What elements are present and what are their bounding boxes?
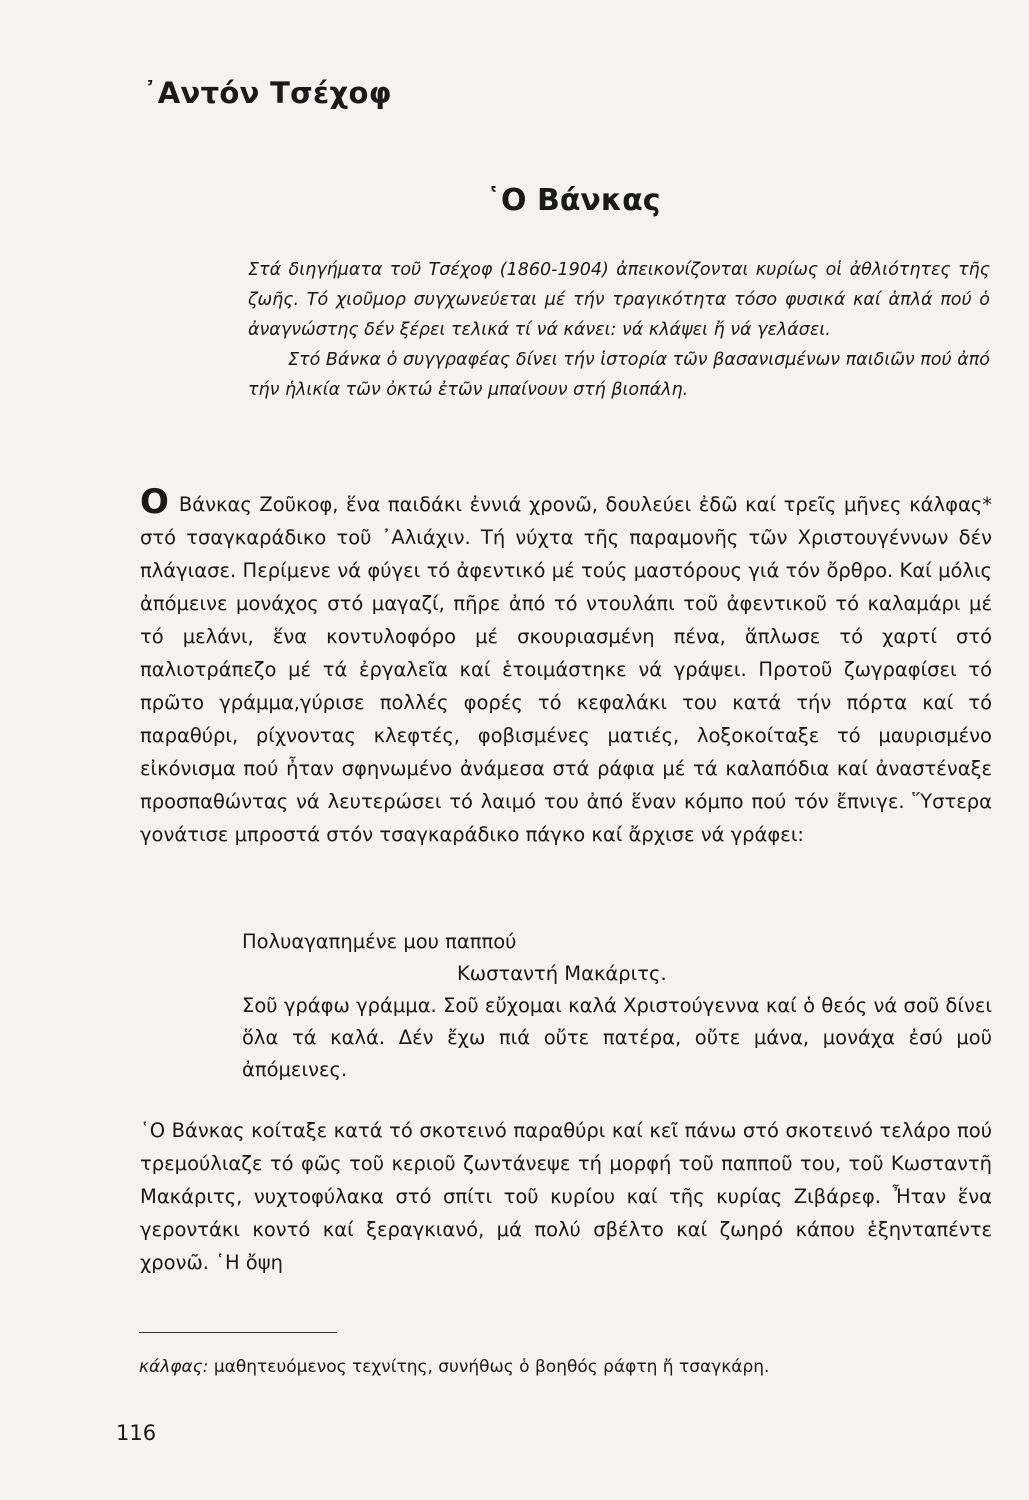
- intro-paragraph: Στά διηγήματα τοῦ Τσέχοφ (1860-1904) ἀπεικονίζονται κυρίως οἱ ἀθλιότητες τῆς ζωῆς. Τό χιοῦμορ συγχωνεύεται μέ τήν τραγικότητα τόσο φυσικά καί ἁπλά πού ὁ ἀναγνώστης δέν ξέρει τελικά τί νά κάνει: νά κλάψει ἤ νά γελάσει.: [248, 260, 990, 340]
- page-number: 116: [116, 1421, 157, 1445]
- body-paragraph-text: Βάνκας Ζοῦκοφ, ἕνα παιδάκι ἐννιά χρονῶ, δουλεύει ἐδῶ καί τρεῖς μῆνες κάλφας* στό τσαγκαράδικο τοῦ ᾿Αλιάχιν. Τή νύχτα τῆς παραμονῆς τῶν Χριστουγέννων δέν πλάγιασε. Περίμενε νά φύγει τό ἀφεντικό μέ τούς μαστόρους γιά τόν ὄρθρο. Καί μόλις ἀπόμεινε μονάχος στό μαγαζί, πῆρε ἀπό τό ντουλάπι τοῦ ἀφεντικοῦ τό καλαμάρι μέ τό μελάνι, ἕνα κοντυλοφόρο μέ σκουριασμένη πένα, ἅπλωσε τό χαρτί στό παλιοτράπεζο μέ τά ἐργαλεῖα καί ἑτοιμάστηκε νά γράψει. Προτοῦ ζωγραφίσει τό πρῶτο γράμμα,γύρισε πολλές φορές τό κεφαλάκι του κατά τήν πόρτα καί τό παραθύρι, ρίχνοντας κλεφτές, φοβισμένες ματιές, λοξοκοίταξε τό μαυρισμένο εἰκόνισμα πού ἦταν σφηνωμένο ἀνάμεσα στά ράφια μέ τά καλαπόδια καί ἀναστέναξε προσπαθώντας νά λευτερώσει τό λαιμό του ἀπό ἕναν κόμπο πού τόν ἔπνιγε. Ὕστερα γονάτισε μπροστά στόν τσαγκαράδικο πάγκο καί ἄρχισε νά γράφει:: [140, 493, 992, 846]
- story-opening: [140, 482, 992, 851]
- drop-cap: Ο: [140, 482, 169, 522]
- intro-paragraph: Στό Βάνκα ὁ συγγραφέας δίνει τήν ἱστορία τῶν βασανισμένων παιδιῶν πού ἀπό τήν ἡλικία τῶν ὀκτώ ἐτῶν μπαίνουν στή βιοπάλη.: [248, 350, 990, 400]
- footnote-divider: [139, 1332, 337, 1333]
- letter-recipient: Κωσταντή Μακάριτς.: [457, 962, 667, 985]
- footnote: [139, 1357, 769, 1377]
- body-paragraph: ῾Ο Βάνκας κοίταξε κατά τό σκοτεινό παραθύρι καί κεῖ πάνω στό σκοτεινό τελάρο πού τρεμούλιαζε τό φῶς τοῦ κεριοῦ ζωντάνεψε τή μορφή τοῦ παπποῦ του, τοῦ Κωσταντῆ Μακάριτς, νυχτοφύλακα στό σπίτι τοῦ κυρίου καί τῆς κυρίας Ζιβάρεφ. Ἦταν ἕνα γεροντάκι κοντό καί ξεραγκιανό, μά πολύ σβέλτο καί ζωηρό κάπου ἑξηνταπέντε χρονῶ. ῾Η ὄψη: [140, 1119, 992, 1274]
- letter-salutation: Πολυαγαπημένε μου παππού: [242, 930, 517, 953]
- body-paragraph: [140, 482, 992, 851]
- intro-note: [248, 255, 990, 405]
- letter-block: [242, 926, 992, 1086]
- footnote-term: κάλφας:: [139, 1357, 209, 1377]
- story-continuation: [140, 1114, 992, 1279]
- author-heading: ᾿Αντόν Τσέχοφ: [143, 76, 392, 110]
- footnote-text: μαθητευόμενος τεχνίτης, συνήθως ὁ βοηθός ράφτη ἤ τσαγκάρη.: [213, 1357, 770, 1377]
- story-title: ῾Ο Βάνκας: [486, 183, 661, 218]
- letter-text: Σοῦ γράφω γράμμα. Σοῦ εὔχομαι καλά Χριστούγεννα καί ὁ θεός νά σοῦ δίνει ὅλα τά καλά. Δέν ἔχω πιά οὔτε πατέρα, οὔτε μάνα, μονάχα ἐσύ μοῦ ἀπόμεινες.: [242, 994, 992, 1081]
